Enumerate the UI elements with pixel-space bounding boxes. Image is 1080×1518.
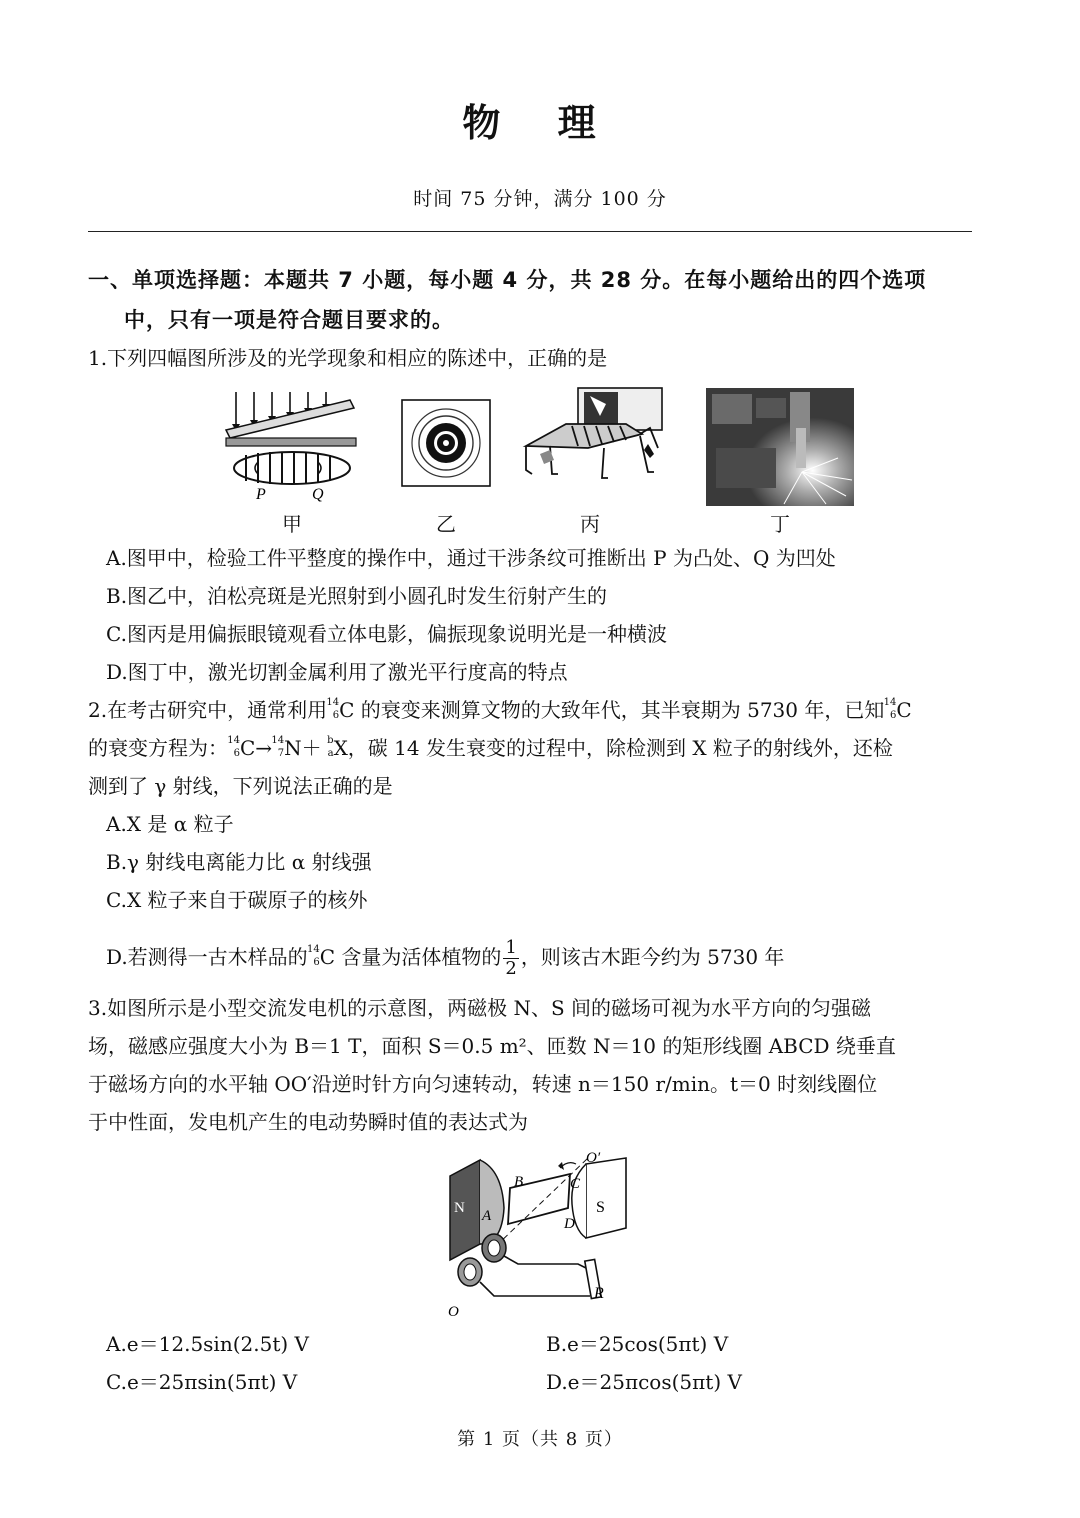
- q2-line2-part-d: X，碳 14 发生衰变的过程中，除检测到 X 粒子的射线外，还检: [333, 736, 893, 760]
- q1-stem: 1.下列四幅图所涉及的光学现象和相应的陈述中，正确的是: [88, 346, 608, 370]
- label-O: O: [448, 1304, 459, 1318]
- q3-option-d: D.e＝25πcos(5πt) V: [546, 1370, 742, 1394]
- q2-line1-part-c: C: [896, 698, 912, 722]
- q1-figure-yi: [400, 398, 492, 488]
- isotope-n14: 14 7: [271, 735, 285, 759]
- label-S: S: [596, 1199, 605, 1216]
- fig-label-bing: 丙: [580, 512, 600, 536]
- q2-line2-part-b: C→: [240, 736, 273, 760]
- q3-generator-figure: [440, 1148, 640, 1318]
- q1-figure-bing: [520, 384, 672, 492]
- q3-line4: 于中性面，发电机产生的电动势瞬时值的表达式为: [88, 1110, 528, 1134]
- isotope-x: b a: [327, 735, 334, 759]
- label-C: C: [570, 1176, 581, 1192]
- q1-option-a: A.图甲中，检验工件平整度的操作中，通过干涉条纹可推断出 P 为凸处、Q 为凹处: [106, 546, 836, 570]
- q2-line2-part-a: 的衰变方程为：: [88, 736, 228, 760]
- q1-option-b: B.图乙中，泊松亮斑是光照射到小圆孔时发生衍射产生的: [106, 584, 608, 608]
- q2-option-d-part-b: C 含量为活体植物的: [319, 945, 502, 969]
- exam-time-info: 时间 75 分钟，满分 100 分: [413, 188, 667, 210]
- q2-option-d-part-a: D.若测得一古木样品的: [106, 945, 308, 969]
- label-P: P: [256, 486, 266, 503]
- isotope-c14: 14 6: [326, 697, 340, 721]
- section-heading-line2: 中，只有一项是符合题目要求的。: [124, 308, 454, 332]
- label-A: A: [482, 1208, 492, 1224]
- q3-line3: 于磁场方向的水平轴 OO′沿逆时针方向匀速转动，转速 n＝150 r/min。t＝0 时刻线圈位: [88, 1072, 878, 1096]
- label-B: B: [514, 1174, 524, 1190]
- fig-label-yi: 乙: [436, 512, 456, 536]
- label-D: D: [564, 1216, 575, 1232]
- label-Q: Q: [312, 486, 324, 503]
- label-R: R: [594, 1285, 604, 1302]
- isotope-c14: 14 6: [883, 697, 897, 721]
- q1-figure-ding: [706, 388, 854, 506]
- label-O-prime: O′: [586, 1150, 601, 1166]
- q2-option-b: B.γ 射线电离能力比 α 射线强: [106, 850, 372, 874]
- q1-option-c: C.图丙是用偏振眼镜观看立体电影，偏振现象说明光是一种横波: [106, 622, 667, 646]
- q3-option-c: C.e＝25πsin(5πt) V: [106, 1370, 298, 1394]
- label-N: N: [454, 1200, 465, 1216]
- q3-option-a: A.e＝12.5sin(2.5t) V: [106, 1332, 309, 1356]
- fig-label-jia: 甲: [282, 512, 302, 536]
- isotope-c14: 14 6: [306, 944, 320, 968]
- isotope-c14: 14 6: [227, 735, 240, 759]
- q3-option-b: B.e＝25cos(5πt) V: [546, 1332, 729, 1356]
- q3-line2: 场，磁感应强度大小为 B＝1 T，面积 S＝0.5 m²、匝数 N＝10 的矩形线圈 ABCD 绕垂直: [88, 1034, 896, 1058]
- q2-option-a: A.X 是 α 粒子: [106, 812, 234, 836]
- q1-figure-jia: [222, 386, 362, 506]
- header-divider: [88, 231, 972, 232]
- q2-line2: [88, 734, 893, 762]
- section-heading-line1: 一、单项选择题：本题共 7 小题，每小题 4 分，共 28 分。在每小题给出的四个选项: [88, 268, 927, 292]
- q1-option-d: D.图丁中，激光切割金属利用了激光平行度高的特点: [106, 660, 568, 684]
- q2-line3: 测到了 γ 射线，下列说法正确的是: [88, 774, 393, 798]
- q2-option-d-part-c: ，则该古木距今约为 5730 年: [520, 945, 785, 969]
- page-number: 第 1 页（共 8 页）: [457, 1429, 623, 1450]
- q2-line1: [88, 696, 912, 724]
- q2-option-c: C.X 粒子来自于碳原子的核外: [106, 888, 368, 912]
- q2-line2-part-c: N＋: [284, 736, 322, 760]
- q2-option-d: [106, 938, 784, 979]
- fig-label-ding: 丁: [770, 512, 790, 536]
- q2-line1-part-a: 2.在考古研究中，通常利用: [88, 698, 328, 722]
- q3-line1: 3.如图所示是小型交流发电机的示意图，两磁极 N、S 间的磁场可视为水平方向的匀强磁: [88, 996, 871, 1020]
- fraction-one-half: $\frac{1}{2}$: [505, 937, 517, 979]
- q2-line1-part-b: C 的衰变来测算文物的大致年代，其半衰期为 5730 年，已知: [339, 698, 885, 722]
- page-title: 物 理: [462, 101, 618, 145]
